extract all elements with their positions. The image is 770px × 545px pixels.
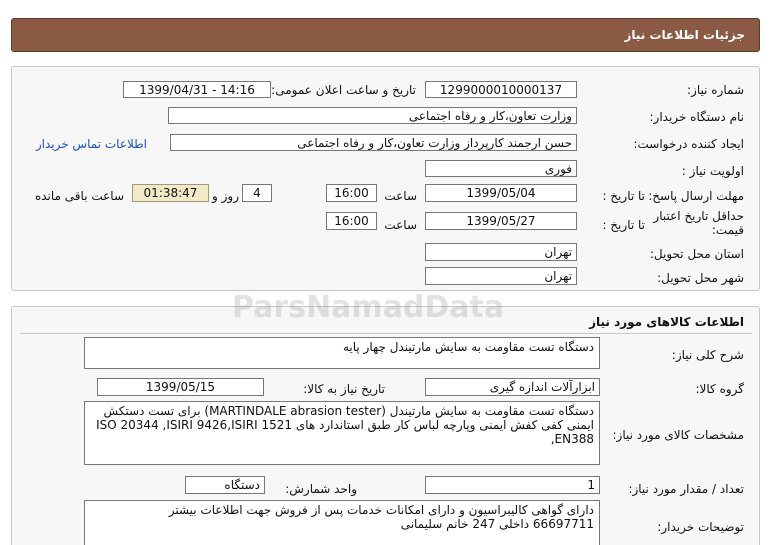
- quantity-label: تعداد / مقدار مورد نیاز:: [628, 482, 744, 496]
- price-validity-label-2: قیمت:: [711, 223, 744, 237]
- general-description-field: دستگاه تست مقاومت به سایش مارتیندل چهار پایه: [84, 337, 600, 369]
- goods-section-title: اطلاعات کالاهای مورد نیاز: [589, 315, 744, 329]
- buyer-notes-field: [84, 500, 600, 545]
- remaining-time-label: ساعت باقی مانده: [34, 189, 124, 203]
- goods-spec-label: مشخصات کالای مورد نیاز:: [612, 428, 744, 442]
- response-deadline-label: مهلت ارسال پاسخ:: [648, 189, 744, 203]
- deadline-to-date-label: تا تاریخ :: [602, 189, 645, 203]
- delivery-province-field: تهران: [425, 243, 577, 261]
- validity-date-field: 1399/05/27: [425, 212, 577, 230]
- days-remaining-field: 4: [242, 184, 272, 202]
- buyer-org-label: نام دستگاه خریدار:: [649, 110, 744, 124]
- delivery-city-label: شهر محل تحویل:: [657, 271, 744, 285]
- general-description-label: شرح کلی نیاز:: [671, 348, 744, 362]
- page-header: [11, 18, 760, 52]
- validity-time-field: 16:00: [326, 212, 377, 230]
- unit-field: دستگاه: [185, 476, 265, 494]
- deadline-time-label: ساعت: [384, 189, 417, 203]
- goods-group-field: ابزارآلات اندازه گیری: [425, 378, 600, 396]
- remaining-time-countdown: 01:38:47: [132, 184, 209, 202]
- buyer-notes-line-1: دارای گواهی کالیبراسیون و دارای امکانات خدمات پس از فروش جهت اطلاعات بیشتر: [168, 503, 594, 517]
- priority-label: اولویت نیاز :: [681, 164, 744, 178]
- need-date-label: تاریخ نیاز به کالا:: [303, 382, 385, 396]
- buyer-notes-label: توضیحات خریدار:: [657, 520, 744, 534]
- need-info-panel: [11, 66, 760, 291]
- delivery-city-field: تهران: [425, 267, 577, 285]
- section-divider: [20, 333, 752, 334]
- need-number-field: 1299000010000137: [425, 81, 577, 98]
- validity-time-label: ساعت: [384, 218, 417, 232]
- priority-field: فوری: [425, 160, 577, 177]
- price-validity-label: حداقل تاریخ اعتبار: [653, 209, 744, 223]
- need-date-field: 1399/05/15: [97, 378, 264, 396]
- need-number-label: شماره نیاز:: [687, 83, 744, 97]
- validity-to-date-label: تا تاریخ :: [602, 218, 645, 232]
- announce-datetime-label: تاریخ و ساعت اعلان عمومی:: [271, 83, 416, 97]
- requester-field: حسن ارجمند کارپرداز وزارت تعاون،کار و رفاه اجتماعی: [170, 134, 577, 151]
- quantity-field: 1: [425, 476, 600, 494]
- buyer-contact-link[interactable]: اطلاعات تماس خریدار: [35, 137, 147, 151]
- requester-label: ایجاد کننده درخواست:: [633, 137, 744, 151]
- goods-group-label: گروه کالا:: [695, 382, 744, 396]
- buyer-notes-line-2: 66697711 داخلی 247 خانم سلیمانی: [400, 517, 594, 531]
- watermark-logo-text: ParsNamadData: [232, 290, 505, 325]
- unit-label: واحد شمارش:: [285, 482, 357, 496]
- announce-datetime-field: 1399/04/31 - 14:16: [123, 81, 271, 98]
- deadline-date-field: 1399/05/04: [425, 184, 577, 202]
- goods-spec-field: دستگاه تست مقاومت به سایش مارتیندل (MARTINDALE abrasion tester) برای تست دستکش ایمنی کفی کفش ایمنی وپارچه لباس کار طبق استاندارد های ISO 20344 ,ISIRI 9426,ISIRI 1521 ,EN388: [84, 401, 600, 465]
- deadline-time-field: 16:00: [326, 184, 377, 202]
- page-title: جزئیات اطلاعات نیاز: [624, 28, 745, 42]
- buyer-org-field: وزارت تعاون،کار و رفاه اجتماعی: [168, 107, 577, 124]
- day-and-label: روز و: [212, 189, 239, 203]
- delivery-province-label: استان محل تحویل:: [649, 247, 744, 261]
